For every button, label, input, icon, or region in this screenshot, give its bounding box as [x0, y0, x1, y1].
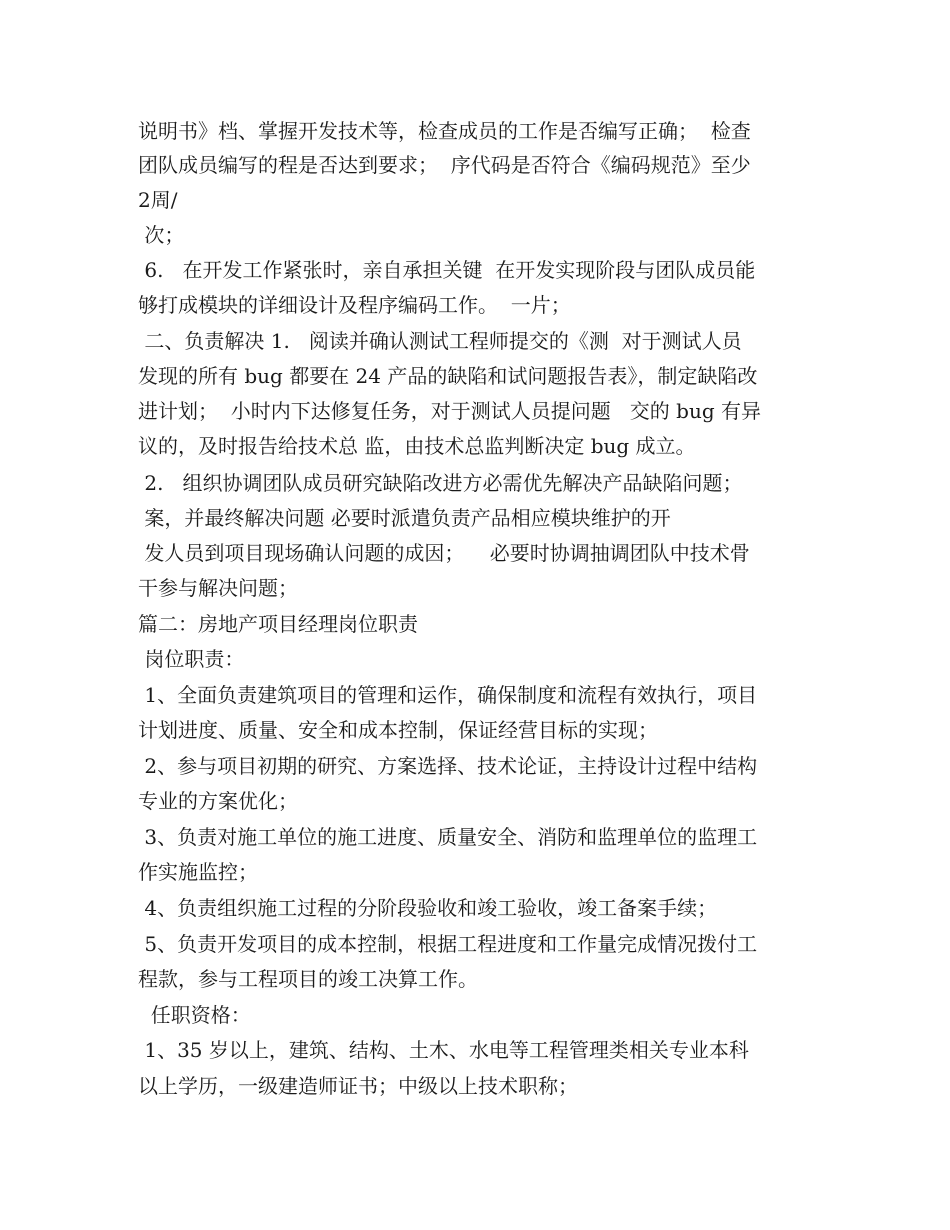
text-line: 议的，及时报告给技术总 监，由技术总监判断决定 bug 成立。	[138, 434, 696, 458]
text-line: 3、负责对施工单位的施工进度、质量安全、消防和监理单位的监理工	[138, 825, 758, 849]
text-line: 程款，参与工程项目的竣工决算工作。	[138, 967, 478, 991]
text-line: 二、负责解决 1. 阅读并确认测试工程师提交的《测 对于测试人员	[138, 329, 742, 353]
text-line: 2周/	[138, 188, 178, 212]
text-line: 发人员到项目现场确认问题的成因； 必要时协调抽调团队中技术骨	[138, 541, 750, 565]
text-line: 干参与解决问题；	[138, 576, 298, 600]
text-line: 任职资格：	[138, 1003, 251, 1027]
text-line: 岗位职责：	[138, 647, 245, 671]
text-line: 发现的所有 bug 都要在 24 产品的缺陷和试问题报告表》，制定缺陷改	[138, 364, 758, 388]
text-line: 4、负责组织施工过程的分阶段验收和竣工验收，竣工备案手续；	[138, 896, 718, 920]
text-line: 6. 在开发工作紧张时，亲自承担关键 在开发实现阶段与团队成员能	[138, 258, 756, 282]
section-heading: 篇二：房地产项目经理岗位职责	[138, 612, 418, 636]
text-line: 专业的方案优化；	[138, 789, 298, 813]
text-line: 进计划； 小时内下达修复任务，对于测试人员提问题 交的 bug 有异	[138, 399, 761, 423]
text-line: 以上学历，一级建造师证书；中级以上技术职称；	[138, 1074, 578, 1098]
text-line: 团队成员编写的程是否达到要求； 序代码是否符合《编码规范》至少	[138, 153, 751, 177]
text-line: 计划进度、质量、安全和成本控制，保证经营目标的实现；	[138, 718, 658, 742]
text-line: 5、负责开发项目的成本控制，根据工程进度和工作量完成情况拨付工	[138, 932, 758, 956]
text-line: 2. 组织协调团队成员研究缺陷改进方必需优先解决产品缺陷问题；	[138, 471, 743, 495]
text-line: 次；	[138, 223, 185, 247]
text-line: 作实施监控；	[138, 860, 258, 884]
text-line: 够打成模块的详细设计及程序编码工作。 一片；	[138, 293, 571, 317]
text-line: 案，并最终解决问题 必要时派遣负责产品相应模块维护的开	[138, 506, 671, 530]
text-line: 2、参与项目初期的研究、方案选择、技术论证，主持设计过程中结构	[138, 754, 758, 778]
text-line: 1、全面负责建筑项目的管理和运作，确保制度和流程有效执行，项目	[138, 683, 758, 707]
text-line: 说明书》档、掌握开发技术等，检查成员的工作是否编写正确； 检查	[138, 119, 751, 143]
text-line: 1、35 岁以上，建筑、结构、土木、水电等工程管理类相关专业本科	[138, 1038, 749, 1062]
